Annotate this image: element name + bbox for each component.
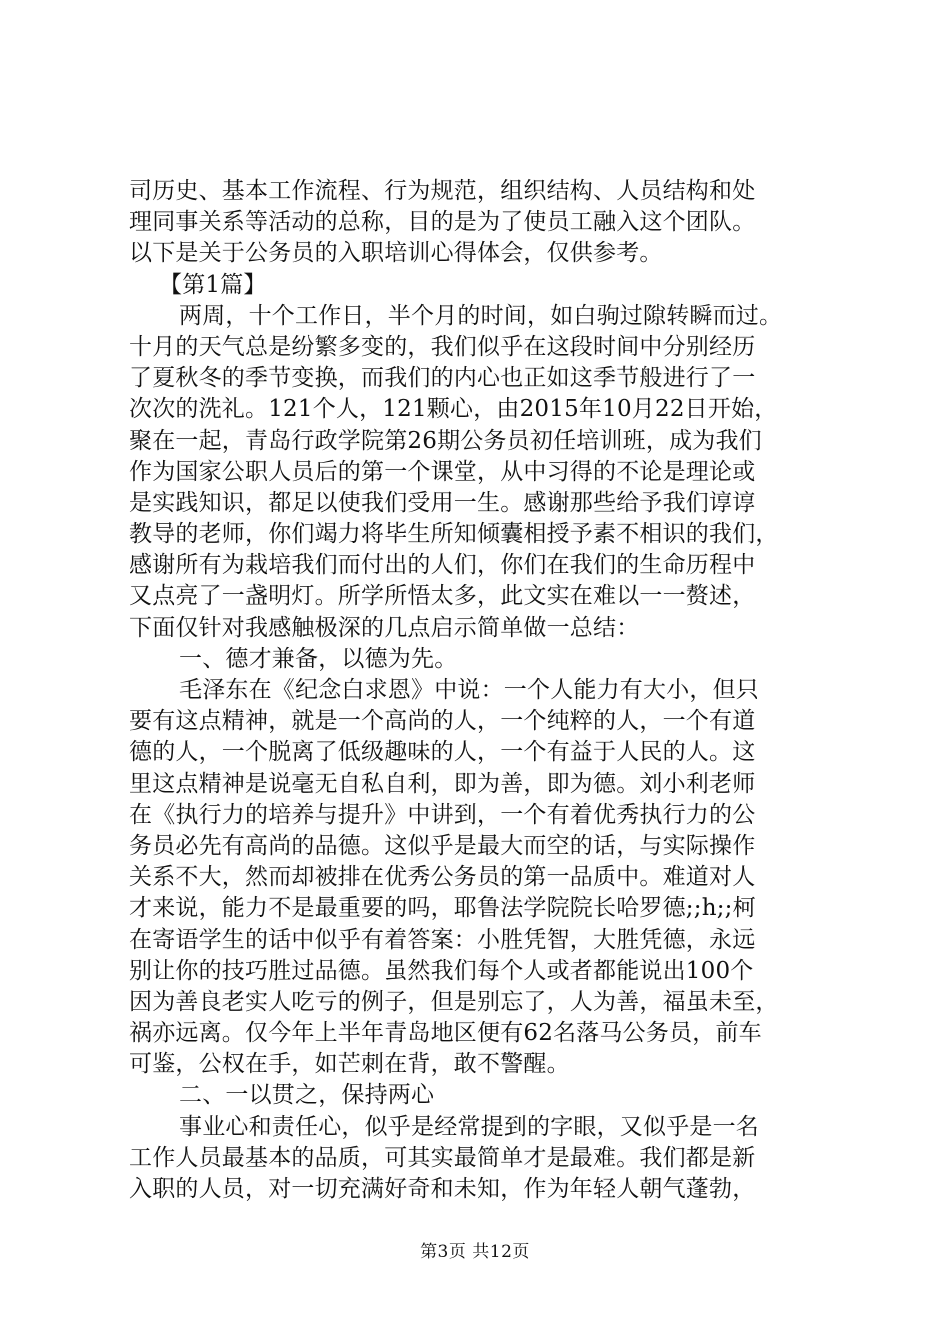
page-number: 第3页 共12页 (420, 1242, 530, 1262)
document-body (129, 176, 834, 1205)
text-line: 感谢所有为栽培我们而付出的人们，你们在我们的生命历程中 (129, 552, 756, 579)
text-line: 教导的老师，你们竭力将毕生所知倾囊相授予素不相识的我们， (129, 521, 779, 548)
text-line: 司历史、基本工作流程、行为规范，组织结构、人员结构和处 (129, 178, 756, 204)
text-line: 聚在一起，青岛行政学院第26期公务员初任培训班，成为我们 (129, 427, 762, 454)
text-line: 下面仅针对我感触极深的几点启示简单做一总结： (129, 614, 640, 641)
text-line: 可鉴，公权在手，如芒刺在背，敢不警醒。 (129, 1051, 570, 1078)
text-line: 理同事关系等活动的总称，目的是为了使员工融入这个团队。 (129, 209, 756, 236)
text-line: 工作人员最基本的品质，可其实最简单才是最难。我们都是新 (129, 1144, 756, 1171)
paragraph-first-line: 毛泽东在《纪念白求恩》中说：一个人能力有大小，但只 (179, 677, 759, 703)
text-line: 在《执行力的培养与提升》中讲到，一个有着优秀执行力的公 (129, 801, 756, 828)
section-heading: 【第1篇】 (159, 271, 267, 298)
text-line: 了夏秋冬的季节变换，而我们的内心也正如这季节般进行了一 (129, 365, 756, 392)
text-line: 务员必先有高尚的品德。这似乎是最大而空的话，与实际操作 (129, 832, 756, 859)
text-line: 里这点精神是说毫无自私自利，即为善，即为德。刘小利老师 (129, 770, 756, 797)
text-line: 十月的天气总是纷繁多变的，我们似乎在这段时间中分别经历 (129, 333, 756, 360)
text-line: 要有这点精神，就是一个高尚的人，一个纯粹的人，一个有道 (129, 708, 756, 735)
section-heading: 二、一以贯之，保持两心 (179, 1082, 435, 1109)
paragraph-first-line: 两周，十个工作日，半个月的时间，如白驹过隙转瞬而过。 (179, 302, 783, 329)
text-line: 入职的人员，对一切充满好奇和未知，作为年轻人朝气蓬勃， (129, 1176, 756, 1202)
text-line: 以下是关于公务员的入职培训心得体会，仅供参考。 (129, 240, 663, 267)
text-line: 是实践知识，都足以使我们受用一生。感谢那些给予我们谆谆 (129, 489, 756, 516)
text-line: 关系不大，然而却被排在优秀公务员的第一品质中。难道对人 (129, 864, 756, 891)
section-heading: 一、德才兼备，以德为先。 (179, 645, 458, 672)
text-line: 别让你的技巧胜过品德。虽然我们每个人或者都能说出100个 (129, 957, 754, 984)
text-line: 因为善良老实人吃亏的例子，但是别忘了，人为善，福虽未至， (129, 988, 779, 1015)
text-line: 才来说，能力不是最重要的吗，耶鲁法学院院长哈罗德;;h;;柯 (129, 895, 756, 922)
text-line: 德的人，一个脱离了低级趣味的人，一个有益于人民的人。这 (129, 739, 756, 766)
paragraph-first-line: 事业心和责任心，似乎是经常提到的字眼，又似乎是一名 (179, 1113, 759, 1140)
text-line: 祸亦远离。仅今年上半年青岛地区便有62名落马公务员，前车 (129, 1020, 762, 1047)
text-line: 作为国家公职人员后的第一个课堂，从中习得的不论是理论或 (129, 458, 756, 485)
text-line: 次次的洗礼。121个人，121颗心，由2015年10月22日开始， (129, 396, 778, 423)
text-line: 又点亮了一盏明灯。所学所悟太多，此文实在难以一一赘述， (129, 583, 756, 610)
text-line: 在寄语学生的话中似乎有着答案：小胜凭智，大胜凭德，永远 (129, 926, 756, 953)
